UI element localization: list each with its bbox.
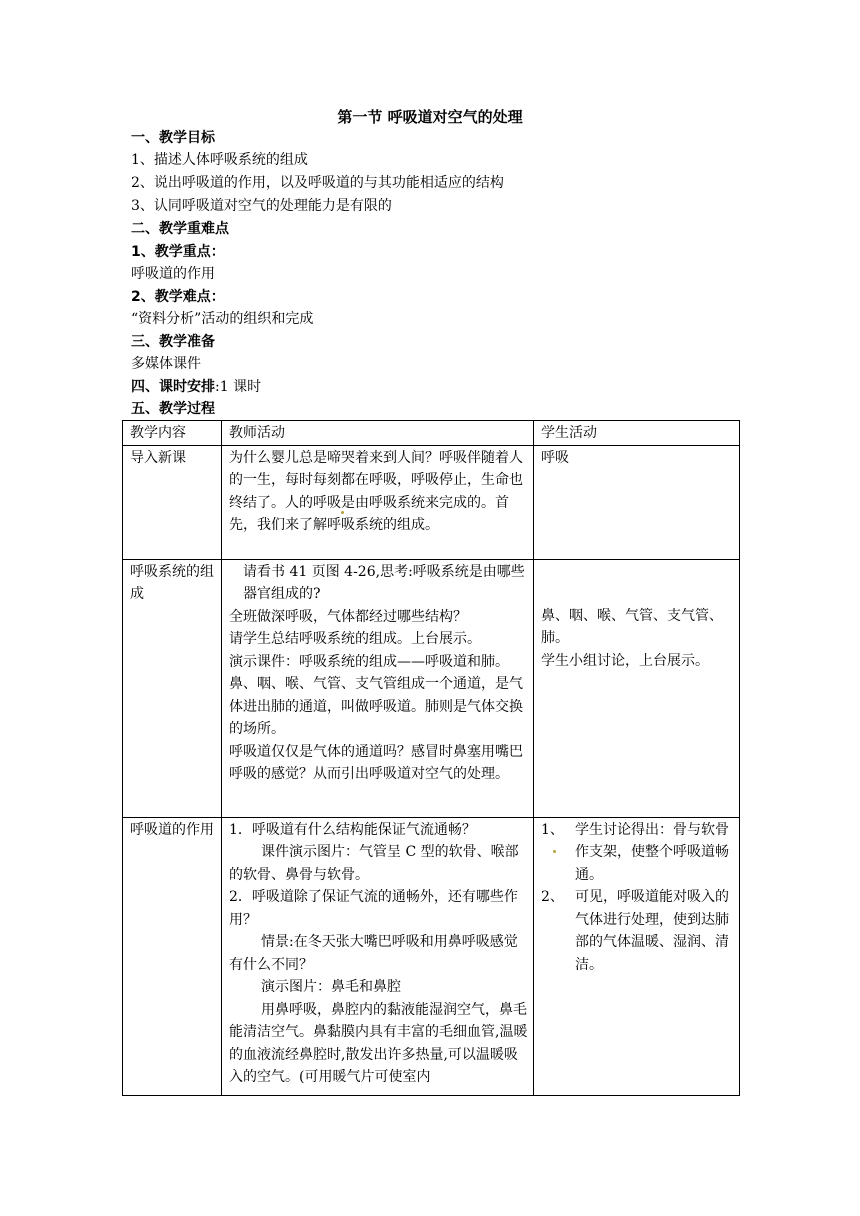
teacher-paragraph: 演示图片：鼻毛和鼻腔	[261, 979, 401, 995]
teacher-cell	[222, 559, 534, 817]
table-row	[123, 817, 740, 1095]
student-cell	[534, 559, 740, 817]
section-heading-preparation: 三、教学准备	[131, 334, 215, 350]
objective-item: 3、认同呼吸道对空气的处理能力是有限的	[131, 198, 392, 214]
objective-item: 1、描述人体呼吸系统的组成	[131, 152, 308, 168]
header-cell: 教师活动	[222, 421, 534, 446]
teacher-paragraph: 课件演示图片：气管呈 C 型的软骨、喉部的软骨、鼻骨与软骨。	[229, 844, 519, 883]
list-number: 2、	[541, 889, 564, 905]
teacher-paragraph: 请学生总结呼吸系统的组成。上台展示。	[229, 631, 481, 647]
preparation-text: 多媒体课件	[131, 356, 201, 372]
teacher-paragraph: 呼吸道仅仅是气体的通道吗？感冒时鼻塞用嘴巴呼吸的感觉？从而引出呼吸道对空气的处理。	[229, 743, 523, 782]
teacher-paragraph: 情景:在冬天张大嘴巴呼吸和用鼻呼吸感觉有什么不同？	[229, 934, 518, 973]
header-cell: 教学内容	[123, 421, 222, 446]
page-title: 第一节 呼吸道对空气的处理	[337, 108, 523, 126]
focus-text: 呼吸道的作用	[131, 266, 215, 282]
teacher-paragraph: 请看书 41 页图 4-26,思考:呼吸系统是由哪些器官组成的?	[243, 563, 525, 602]
table-header-row	[123, 421, 740, 446]
schedule-value: :1 课时	[215, 379, 262, 395]
table-row	[123, 445, 740, 559]
student-paragraph: 鼻、咽、喉、气管、支气管、肺。	[541, 607, 723, 646]
section-heading-process: 五、教学过程	[131, 401, 215, 417]
content-cell: 导入新课	[123, 445, 222, 559]
schedule-line	[131, 377, 261, 397]
section-heading-objectives: 一、教学目标	[131, 130, 215, 146]
difficulty-text: “资料分析”活动的组织和完成	[131, 311, 314, 327]
teacher-paragraph: 1．呼吸道有什么结构能保证气流通畅？	[229, 821, 476, 838]
lesson-table	[122, 420, 740, 1096]
list-number: 1、	[541, 821, 564, 838]
list-item	[541, 886, 734, 976]
teacher-cell: 为什么婴儿总是啼哭着来到人间？呼吸伴随着人的一生，每时每刻都在呼吸，呼吸停止，生命也终结了。人的呼吸是由呼吸系统来完成的。首先，我们来了解呼吸系统的组成。	[222, 445, 534, 559]
content-cell: 呼吸道的作用	[123, 817, 222, 1095]
subheading-difficulty: 2、教学难点：	[131, 289, 225, 305]
teacher-paragraph: 2．呼吸道除了保证气流的通畅外，还有哪些作用？	[229, 889, 518, 928]
objective-item: 2、说出呼吸道的作用，以及呼吸道的与其功能相适应的结构	[131, 175, 504, 191]
teacher-paragraph: 演示课件：呼吸系统的组成——呼吸道和肺。鼻、咽、喉、气管、支气管组成一个通道，是气体进出肺的通道，叫做呼吸道。肺则是气体交换的场所。	[229, 653, 523, 737]
scan-speck	[341, 511, 344, 514]
table-row	[123, 559, 740, 817]
student-paragraph: 学生小组讨论，上台展示。	[541, 652, 709, 669]
header-cell: 学生活动	[534, 421, 740, 446]
subheading-focus: 1、教学重点：	[131, 244, 225, 260]
student-cell	[534, 817, 740, 1095]
list-item	[541, 819, 734, 887]
teacher-paragraph: 用鼻呼吸，鼻腔内的黏液能湿润空气，鼻毛能清洁空气。鼻黏膜内具有丰富的毛细血管,温暖的血液流经鼻腔时,散发出许多热量,可以温暖吸入的空气。(可用暖气片可使室内	[229, 1001, 528, 1085]
list-text: 可见，呼吸道能对吸入的气体进行处理，使到达肺部的气体温暖、湿润、清洁。	[575, 889, 729, 973]
teacher-cell	[222, 817, 534, 1095]
schedule-label: 四、课时安排	[131, 379, 215, 395]
scan-speck	[553, 850, 556, 853]
student-cell: 呼吸	[534, 445, 740, 559]
student-list	[541, 819, 734, 977]
teacher-paragraph: 全班做深呼吸，气体都经过哪些结构？	[229, 608, 467, 625]
list-text: 学生讨论得出：骨与软骨作支架，使整个呼吸道畅通。	[575, 821, 729, 883]
content-cell: 呼吸系统的组成	[123, 559, 222, 817]
section-heading-keypoints: 二、教学重难点	[131, 221, 229, 237]
